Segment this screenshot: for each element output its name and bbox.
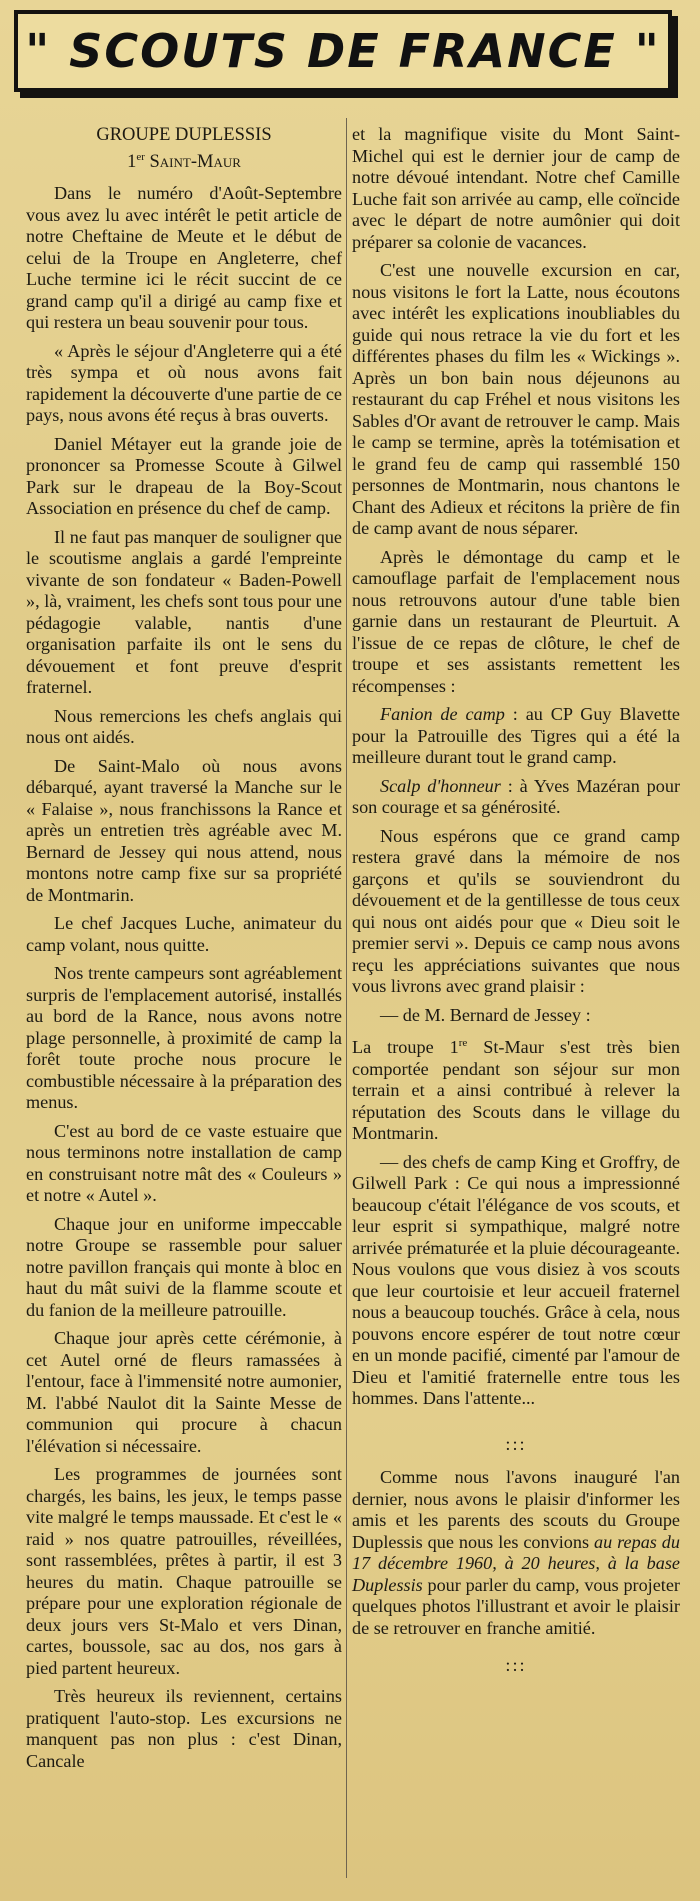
article-paragraph: Dans le numéro d'Août-Septembre vous avez lu avec intérêt le petit article de notre Cheftaine de Meute et le début de celui de la Troupe en Angleterre, chef Luche termine ici le récit succint de ce grand camp qu'il a dirigé au camp fixe et qui restera un beau souvenir pour tous. — [26, 183, 342, 333]
section-separator: ::: — [505, 1433, 527, 1454]
article-paragraph: Le chef Jacques Luche, animateur du camp volant, nous quitte. — [26, 913, 342, 955]
end-separator: ::: — [505, 1655, 527, 1676]
article-paragraph: C'est au bord de ce vaste estuaire que nous terminons notre installation de camp en construisant notre mât des « Couleurs » et notre « Autel ». — [26, 1120, 342, 1206]
article-paragraph: Nous remercions les chefs anglais qui nous ont aidés. — [26, 705, 342, 748]
article-paragraph: « Après le séjour d'Angleterre qui a été très sympa et où nous avons fait rapidement la découverte d'une partie de ce pays, nous avons été reçus à bras ouverts. — [26, 340, 342, 426]
article-paragraph: Chaque jour après cette cérémonie, à cet Autel orné de fleurs ramassées à l'entour, face à l'immensité notre aumonier, M. l'abbé Naulot dit la Sainte Messe de communion qui procure à chacun l'élévation si nécessaire. — [26, 1328, 342, 1456]
group-unit: 1er Saint-Maur — [127, 151, 241, 173]
left-column — [26, 124, 342, 1779]
masthead — [14, 10, 672, 92]
article-paragraph: Chaque jour en uniforme impeccable notre Groupe se rassemble pour saluer notre pavillon français qui monte à bloc en haut du mât suivi de la flamme scoute et du fanion de la meilleure patrouille. — [26, 1213, 342, 1320]
award-scalp: Scalp d'honneur : à Yves Mazéran pour son courage et sa générosité. — [352, 775, 680, 817]
group-name: GROUPE DUPLESSIS — [96, 125, 272, 145]
article-paragraph: — des chefs de camp King et Groffry, de Gilwell Park : Ce qui nous a impressionné beaucoup c'était l'élégance de vos scouts, et leur esprit si sympathique, malgré notre arrivée prématurée et la pluie décourageante. Nous voulons que vous disiez à vos scouts que leur courtoisie et leur accueil fraternel nous a beaucoup touchés. Grâce à cela, nous pouvons encore espérer de tout notre cœur en un monde pacifié, cimenté par l'amour de Dieu et l'amitié fraternelle entre tous les hommes. Dans l'attente... — [352, 1151, 680, 1409]
article-paragraph: Daniel Métayer eut la grande joie de prononcer sa Promesse Scoute à Gilwel Park sur le drapeau de la Boy-Scout Association en présence du chef de camp. — [26, 433, 342, 519]
article-paragraph: De Saint-Malo où nous avons débarqué, ayant traversé la Manche sur le « Falaise », nous franchissons la Rance et après un entretien très agréable avec M. Bernard de Jessey qui nous attend, nous montons notre camp fixe sur sa propriété de Montmarin. — [26, 755, 342, 905]
article-paragraph: Les programmes de journées sont chargés, les bains, les jeux, le temps passe vite malgré le temps maussade. Et c'est le « raid » nos quatre patrouilles, réveillées, sont rassemblées, prêtes à partir, il est 3 heures du matin. Chaque patrouille se prépare pour une exploration régionale de deux jours vers St-Malo et vers Dinan, cartes, boussole, sac au dos, nos gars à pied partent heureux. — [26, 1464, 342, 1678]
column-divider — [346, 118, 347, 1878]
closing-announcement: Comme nous l'avons inauguré l'an dernier, nous avons le plaisir d'informer les amis et les parents des scouts du Groupe Duplessis que nous les convions au repas du 17 décembre 1960, à 20 heures, à la base Duplessis pour parler du camp, vous projeter quelques photos l'illustrant et avoir le plaisir de se retrouver en franche amitié. — [352, 1467, 680, 1638]
article-continuation: et la magnifique visite du Mont Saint-Michel qui est le dernier jour de camp de notre dévoué intendant. Notre chef Camille Luche fait son arrivée au camp, elle coïncide avec le départ de notre aumônier qui doit préparer sa colonie de vacances. — [352, 124, 680, 252]
article-paragraph: Après le démontage du camp et le camouflage parfait de l'emplacement nous nous retrouvons autour d'une table bien garnie dans un restaurant de Pleurtuit. A l'issue de ce repas de clôture, le chef de troupe et ses assistants remettent les récompenses : — [352, 546, 680, 696]
award-fanion: Fanion de camp : au CP Guy Blavette pour la Patrouille des Tigres qui a été la meilleure durant tout le grand camp. — [352, 704, 680, 767]
masthead-title: " SCOUTS DE FRANCE " — [25, 24, 661, 78]
right-column — [352, 124, 680, 1689]
article-paragraph: Nos trente campeurs sont agréablement surpris de l'emplacement autorisé, installés au bord de la Rance, nous avons notre plage personnelle, à proximité de camp la forêt toute proche nous procure le combustible nécessaire à la préparation des menus. — [26, 963, 342, 1113]
left-paragraphs — [26, 183, 342, 1772]
group-heading — [26, 124, 342, 173]
article-paragraph: Très heureux ils reviennent, certains pratiquent l'auto-stop. Les excursions ne manquent pas non plus : c'est Dinan, Cancale — [26, 1686, 342, 1771]
article-paragraph: C'est une nouvelle excursion en car, nous visitons le fort la Latte, nous écoutons avec intérêt les explications inoubliables du guide qui nous retrace la vie du fort et les différentes phases du film les « Wickings ». Après un bon bain nous déjeunons au restaurant du cap Fréhel et nous visitons les Sables d'Or avant de retrouver le camp. Mais le camp se termine, après la totémisation et le grand feu de camp qui rassemblé 150 personnes de Montmarin, nous chantons le Chant des Adieux et récitons la prière de fin de camp avant de nous séparer. — [352, 260, 680, 538]
article-paragraph: — de M. Bernard de Jessey : — [380, 1004, 591, 1025]
jessey-quote: La troupe 1re St-Maur s'est très bien comportée pendant son séjour sur mon terrain et a ainsi contribué à relever la réputation des Scouts dans le village du Montmarin. — [352, 1037, 680, 1144]
article-paragraph: Nous espérons que ce grand camp restera gravé dans la mémoire de nos garçons et qu'ils se souviendront du dévouement et de la gentillesse de tous ceux qui nous ont aidés pour que « Dieu soit le premier servi ». Depuis ce camp nous avons reçu les appréciations suivantes que nous vous livrons avec grand plaisir : — [352, 825, 680, 996]
article-paragraph: Il ne faut pas manquer de souligner que le scoutisme anglais a gardé l'empreinte vivante de son fondateur « Baden-Powell », là, vraiment, les chefs sont tous pour une pédagogie valable, nantis d'une organisation parfaite ils ont le sens du dévouement et font preuve d'esprit fraternel. — [26, 526, 342, 698]
